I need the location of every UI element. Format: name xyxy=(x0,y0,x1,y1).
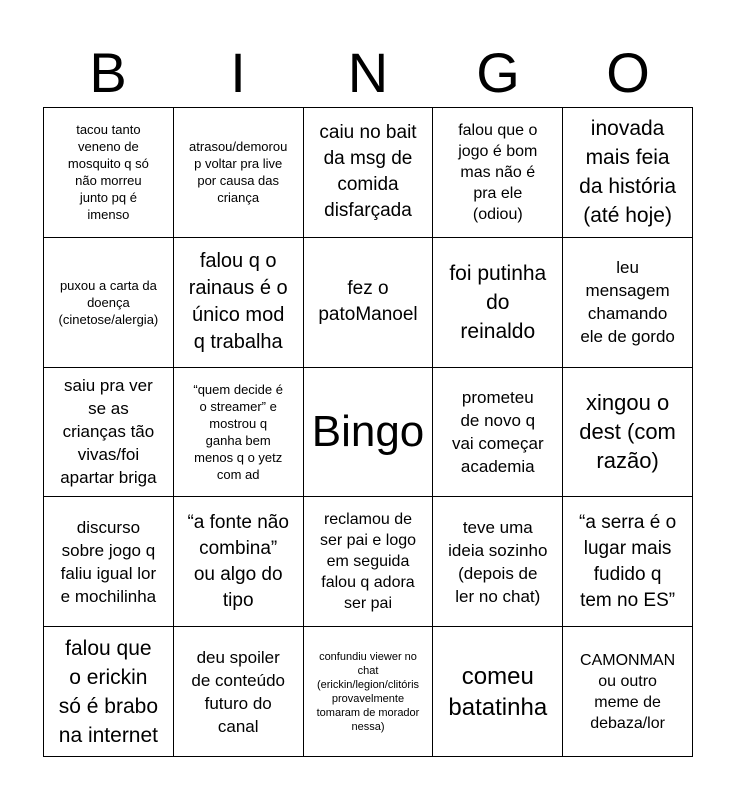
bingo-cell[interactable] xyxy=(44,497,174,627)
bingo-cell[interactable] xyxy=(44,238,174,368)
bingo-cell-text: leu mensagem chamando ele de gordo xyxy=(580,258,675,347)
bingo-header xyxy=(43,38,693,108)
header-letter-n: N xyxy=(347,41,389,104)
bingo-cell[interactable] xyxy=(174,627,304,757)
bingo-cell-text: tacou tanto veneno de mosquito q só não morreu junto pq é imenso xyxy=(67,122,149,223)
bingo-cell[interactable] xyxy=(174,238,304,368)
bingo-cell-text: puxou a carta da doença (cinetose/alergia) xyxy=(58,277,159,327)
bingo-cell-text: “quem decide é o streamer” e mostrou q ganha bem menos q o yetz com ad xyxy=(193,381,283,482)
bingo-cell-text: falou que o erickin só é brabo na internet xyxy=(58,636,159,747)
bingo-cell[interactable] xyxy=(433,627,563,757)
header-letter-i: I xyxy=(230,41,246,104)
bingo-free-text: Bingo xyxy=(311,406,425,456)
bingo-cell[interactable] xyxy=(44,627,174,757)
bingo-cell-text: confundiu viewer no chat (erickin/legion/clitóris provavelmente tomaram de morador nessa) xyxy=(316,650,420,733)
bingo-cell-text: discurso sobre jogo q faliu igual lor e mochilinha xyxy=(60,517,157,606)
bingo-cell[interactable] xyxy=(44,108,174,238)
header-letter-g: G xyxy=(476,41,520,104)
bingo-cell-text: teve uma ideia sozinho (depois de ler no chat) xyxy=(448,517,548,606)
bingo-cell-text: atrasou/demorou p voltar pra live por causa das criança xyxy=(189,139,288,206)
bingo-cell[interactable] xyxy=(563,238,693,368)
bingo-cell[interactable] xyxy=(174,497,304,627)
bingo-cell-text: caiu no bait da msg de comida disfarçada xyxy=(319,122,417,222)
bingo-cell-text: foi putinha do reinaldo xyxy=(449,261,547,343)
bingo-cell-text: saiu pra ver se as crianças tão vivas/foi apartar briga xyxy=(60,376,157,488)
bingo-cell[interactable] xyxy=(44,368,174,498)
bingo-cell[interactable] xyxy=(304,108,434,238)
bingo-cell-text: fez o patoManoel xyxy=(318,278,418,326)
bingo-cell[interactable] xyxy=(433,368,563,498)
bingo-cell[interactable] xyxy=(304,238,434,368)
bingo-cell[interactable] xyxy=(433,497,563,627)
bingo-cell[interactable] xyxy=(304,627,434,757)
header-letter-b: B xyxy=(89,41,127,104)
bingo-cell-text: CAMONMAN ou outro meme de debaza/lor xyxy=(580,651,676,732)
bingo-cell[interactable] xyxy=(563,627,693,757)
bingo-cell[interactable] xyxy=(563,368,693,498)
bingo-cell-text: prometeu de novo q vai começar academia xyxy=(451,387,544,476)
bingo-cell-text: falou q o rainaus é o único mod q trabalha xyxy=(188,250,288,354)
bingo-cell[interactable] xyxy=(433,238,563,368)
header-letter-o: O xyxy=(606,41,650,104)
bingo-cell-text: “a serra é o lugar mais fudido q tem no ES” xyxy=(579,511,677,611)
bingo-cell[interactable] xyxy=(304,497,434,627)
bingo-cell-text: xingou o dest (com razão) xyxy=(579,390,676,474)
bingo-cell-text: “a fonte não combina” ou algo do tipo xyxy=(187,511,289,611)
bingo-card-grid xyxy=(43,107,693,757)
bingo-cell[interactable] xyxy=(563,497,693,627)
bingo-cell[interactable] xyxy=(433,108,563,238)
bingo-cell-text: reclamou de ser pai e logo em seguida falou q adora ser pai xyxy=(319,511,417,613)
bingo-free-cell[interactable] xyxy=(304,368,434,498)
bingo-cell[interactable] xyxy=(174,108,304,238)
bingo-cell-text: comeu batatinha xyxy=(448,662,548,721)
bingo-cell-text: deu spoiler de conteúdo futuro do canal xyxy=(191,647,285,736)
bingo-cell[interactable] xyxy=(563,108,693,238)
bingo-cell[interactable] xyxy=(174,368,304,498)
bingo-cell-text: falou que o jogo é bom mas não é pra ele (odiou) xyxy=(458,121,538,223)
bingo-cell-text: inovada mais feia da história (até hoje) xyxy=(579,117,677,228)
